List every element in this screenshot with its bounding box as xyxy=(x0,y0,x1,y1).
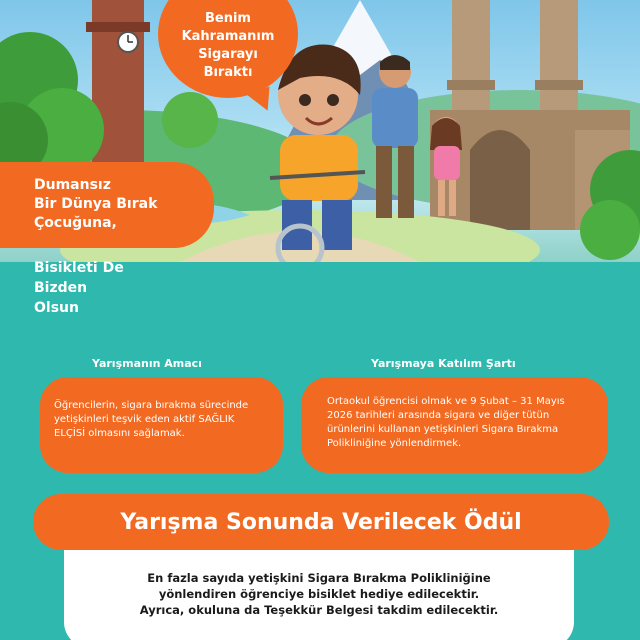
slogan-line-3: Çocuğuna, xyxy=(34,215,117,231)
purpose-line-2: yetişkinleri teşvik eden aktif SAĞLIK xyxy=(54,414,235,425)
slogan-line-1: Dumansız xyxy=(34,177,111,193)
slogan-line-2: Bir Dünya Bırak xyxy=(34,196,158,212)
bubble-line-1: Benim xyxy=(205,11,251,26)
participation-line-3: ürünlerini kullanan yetişkinleri Sigara Bırakma xyxy=(327,424,559,435)
bubble-line-3: Sigarayı xyxy=(198,47,258,62)
participation-line-2: 2026 tarihleri arasında sigara ve diğer tütün xyxy=(327,410,550,421)
bubble-line-4: Bıraktı xyxy=(203,65,253,80)
prize-description xyxy=(64,548,574,640)
prize-banner xyxy=(33,494,609,550)
prize-title: Yarışma Sonunda Verilecek Ödül xyxy=(120,509,522,535)
purpose-heading: Yarışmanın Amacı xyxy=(92,357,202,370)
purpose-card xyxy=(40,377,283,473)
prize-line-1: En fazla sayıda yetişkini Sigara Bırakma Polikliniğine xyxy=(147,571,491,585)
bubble-line-2: Kahramanım xyxy=(181,29,275,44)
participation-card xyxy=(301,377,608,473)
slogan-banner xyxy=(0,162,214,248)
slogan2-line-1: Bisikleti De xyxy=(34,260,124,276)
prize-line-3: Ayrıca, okuluna da Teşekkür Belgesi takdim edilecektir. xyxy=(139,603,499,617)
prize-line-2: yönlendiren öğrenciye bisiklet hediye edilecektir. xyxy=(158,587,480,601)
purpose-line-3: ELÇİSİ olmasını sağlamak. xyxy=(54,428,185,439)
purpose-line-1: Öğrencilerin, sigara bırakma sürecinde xyxy=(54,400,249,411)
slogan-subtext xyxy=(34,258,124,318)
slogan2-line-3: Olsun xyxy=(34,300,79,316)
participation-heading: Yarışmaya Katılım Şartı xyxy=(371,357,516,370)
participation-line-1: Ortaokul öğrencisi olmak ve 9 Şubat – 31 Mayıs xyxy=(327,396,565,407)
participation-line-4: Polikliniğine yönlendirmek. xyxy=(327,438,462,449)
slogan2-line-2: Bizden xyxy=(34,280,88,296)
